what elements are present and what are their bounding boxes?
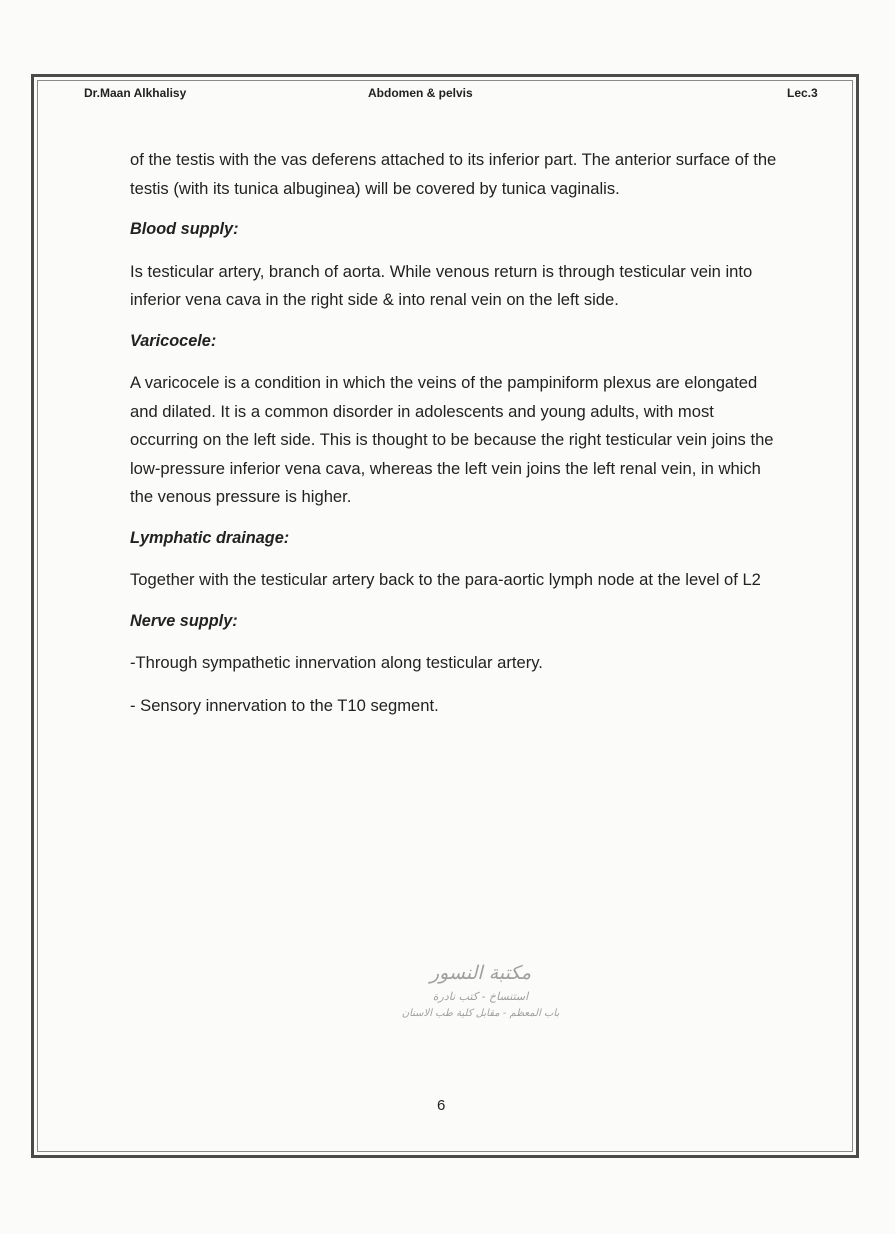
heading-nerve-supply: Nerve supply: [130,611,238,630]
varicocele-paragraph: A varicocele is a condition in which the veins of the pampiniform plexus are elongated and dilated. It is a common disorder in adolescents and young adults, with most occurring on the left side. This is thought to be because the right testicular vein joins the low-pressure inferior vena cava, whereas the left vein joins the left renal vein, in which the venous pressure is higher. [130,373,774,506]
heading-varicocele: Varicocele: [130,331,217,350]
heading-blood-supply: Blood supply: [130,220,239,238]
blood-supply-paragraph: Is testicular artery, branch of aorta. While venous return is through testicular vein into inferior vena cava in the right side & into renal vein on the left side. [130,261,753,309]
page-number: 6 [437,1097,446,1114]
stamp-line-3: باب المعظم - مقابل كلية طب الاسنان [401,1008,560,1019]
library-stamp [378,962,583,1032]
heading-lymphatic-drainage: Lymphatic drainage: [130,528,290,547]
stamp-line-2: استنساخ - كتب نادرة [432,990,529,1003]
header-subject: Abdomen & pelvis [368,86,473,100]
intro-paragraph: of the testis with the vas deferens attached to its inferior part. The anterior surface of the testis (with its tunica albuginea) will be covered by tunica vaginalis. [130,150,777,198]
nerve-supply-line-2: - Sensory innervation to the T10 segment. [130,695,439,715]
document-body [130,146,780,720]
header-lecture: Lec.3 [787,86,818,100]
header-author: Dr.Maan Alkhalisy [84,86,187,100]
lymphatic-drainage-paragraph: Together with the testicular artery back to the para-aortic lymph node at the level of L2 [130,570,761,589]
stamp-line-1: مكتبة النسور [429,962,532,984]
nerve-supply-line-1: -Through sympathetic innervation along testicular artery. [130,653,543,672]
